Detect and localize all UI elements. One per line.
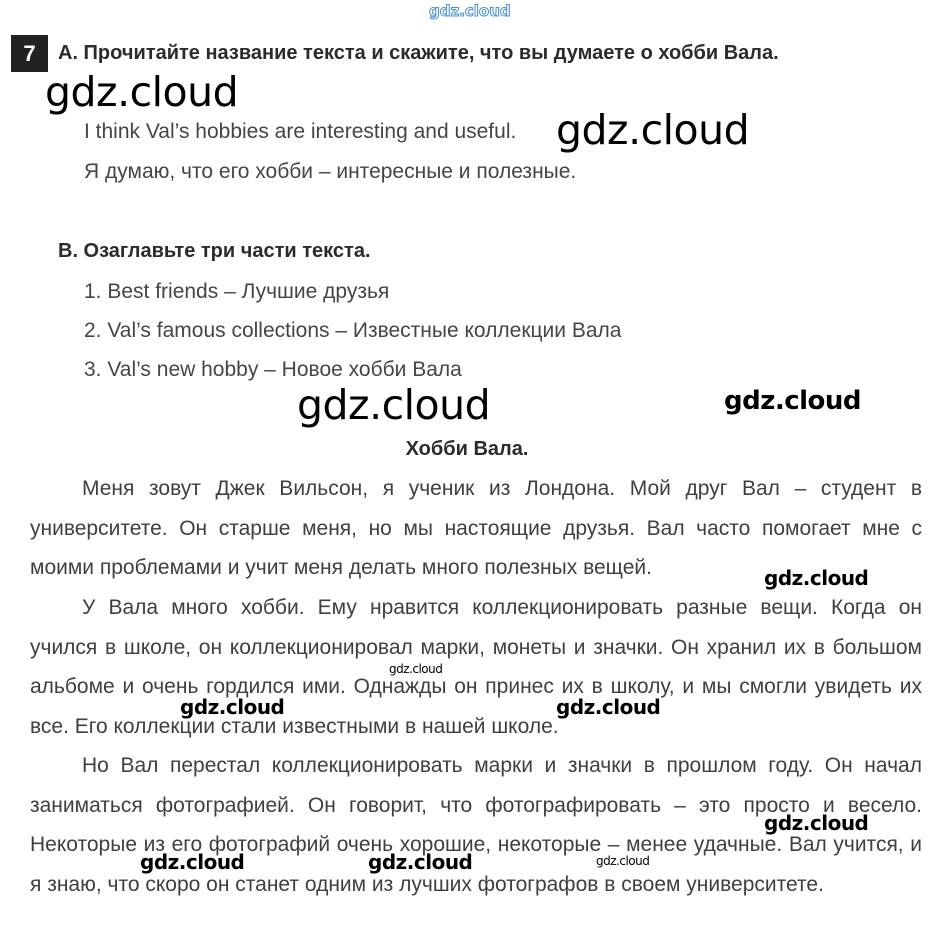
- watermark: gdz.cloud: [140, 850, 245, 874]
- watermark: gdz.cloud: [764, 811, 869, 835]
- answer-a-english: I think Val’s hobbies are interesting and useful.: [84, 120, 517, 143]
- watermark: gdz.cloud: [556, 106, 750, 154]
- watermark: gdz.cloud: [180, 695, 285, 719]
- translation-paragraph-3: Но Вал перестал коллекционировать марки и значки в прошлом году. Он начал заниматься фотографией. Он говорит, что фотографировать – это просто и весело. Некоторые из его фотографий очень хорошие, некоторые – менее удачные. Вал учится, и я знаю, что скоро он станет одним из лучших фотографов в своем университете.: [30, 754, 922, 896]
- watermark: gdz.cloud: [45, 68, 239, 116]
- watermark: gdz.cloud: [389, 662, 443, 676]
- exercise-number-badge: 7: [11, 35, 48, 72]
- answer-b-item-1: 1. Best friends – Лучшие друзья: [84, 280, 390, 303]
- translation-title: Хобби Вала.: [405, 438, 529, 460]
- answer-a-russian: Я думаю, что его хобби – интересные и полезные.: [84, 160, 577, 183]
- task-b-heading: B. Озаглавьте три части текста.: [58, 240, 371, 262]
- watermark: gdz.cloud: [596, 854, 650, 868]
- translation-paragraph-1: Меня зовут Джек Вильсон, я ученик из Лондона. Мой друг Вал – студент в университете. Он старше меня, но мы настоящие друзья. Вал часто помогает мне с моими проблемами и учит меня делать много полезных вещей.: [30, 477, 922, 580]
- watermark: gdz.cloud: [764, 566, 869, 590]
- watermark-top: gdz.cloud: [429, 2, 511, 20]
- watermark: gdz.cloud: [724, 386, 862, 416]
- watermark: gdz.cloud: [297, 381, 491, 429]
- translation-paragraph-2: У Вала много хобби. Ему нравится коллекционировать разные вещи. Когда он учился в школе, он коллекционировал марки, монеты и значки. Он хранил их в большом альбоме и очень гордился ими. Однажды он принес их в школу, и мы смогли увидеть их все. Его коллекции стали известными в нашей школе.: [30, 596, 922, 738]
- answer-b-item-3: 3. Val’s new hobby – Новое хобби Вала: [84, 358, 462, 381]
- watermark: gdz.cloud: [368, 850, 473, 874]
- answer-b-item-2: 2. Val’s famous collections – Известные коллекции Вала: [84, 319, 622, 342]
- watermark: gdz.cloud: [556, 695, 661, 719]
- task-a-heading: A. Прочитайте название текста и скажите, что вы думаете о хобби Вала.: [58, 42, 779, 64]
